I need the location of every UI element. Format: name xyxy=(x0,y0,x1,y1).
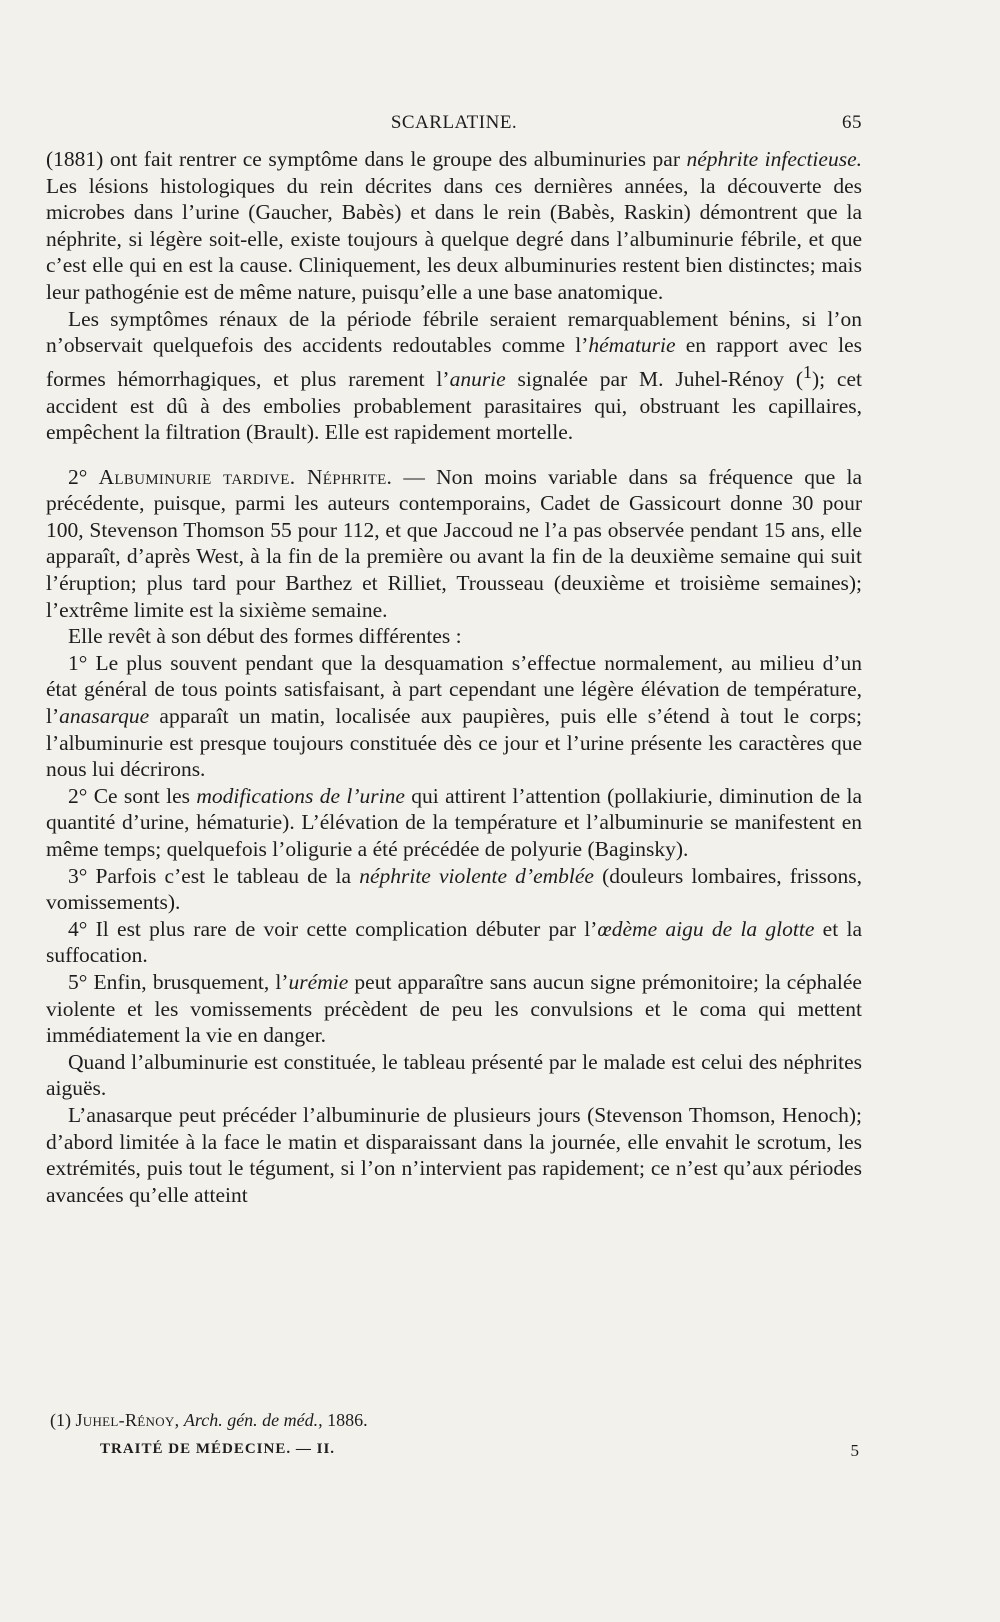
text-run: Les symptômes rénaux de la période fébrile seraient remarquablement bénins, si l’on n’observait quelquefois des accidents redoutables comme l’ xyxy=(46,306,862,358)
text-column xyxy=(46,112,862,1482)
text-run: 1° Le plus souvent pendant que la desquamation s’effectue normalement, au milieu d’un état général de tous points satisfaisant, à part cependant une légère élévation de température, l’ xyxy=(46,650,862,729)
running-head xyxy=(46,112,862,140)
text-run: (douleurs lombaires, frissons, vomissements). xyxy=(46,863,862,915)
text-run: signalée par M. Juhel-Rénoy ( xyxy=(505,366,804,391)
text-run: ); cet accident est dû à des embolies probablement parasitaires qui, obstruant les capillaires, empêchent la filtration (Brault). Elle est rapidement mortelle. xyxy=(46,366,862,445)
italic-run: anurie xyxy=(449,366,506,391)
footnote-author: Juhel-Rénoy, xyxy=(75,1410,180,1430)
list-item xyxy=(46,969,862,1049)
paragraph: Elle revêt à son début des formes différentes : xyxy=(68,624,462,649)
text-run: (1881) ont fait rentrer ce symptôme dans le groupe des albuminuries par xyxy=(46,147,687,171)
printer-signature xyxy=(100,1441,860,1458)
paragraph: L’anasarque peut précéder l’albuminurie de plusieurs jours (Stevenson Thomson, Henoch); d’abord limitée à la face le matin et disparaissant dans la journée, elle envahit le scrotum, les extrémités, puis tout le tégument, si l’on n’intervient pas rapidement; ce n’est qu’aux périodes avancées qu’elle atteint xyxy=(46,1102,862,1207)
paragraph xyxy=(46,306,862,446)
text-run: qui attirent l’attention (pollakiurie, diminution de la quantité d’urine, hématurie). L’élévation de la température et l’albuminurie se manifestent en même temps; quelquefois l’oligurie a été précédée de polyurie (Baginsky). xyxy=(46,783,862,861)
italic-run: anasarque xyxy=(59,704,150,729)
italic-run: urémie xyxy=(288,969,349,994)
footnote xyxy=(50,1408,850,1432)
footnote-journal: Arch. gén. de méd., xyxy=(183,1410,323,1430)
footnote-year: 1886. xyxy=(327,1410,368,1430)
text-run: — Non moins variable dans sa fréquence que la précédente, puisque, parmi les auteurs contemporains, Cadet de Gassicourt donne 30 pour 100, Stevenson Thomson 55 pour 112, et que Jaccoud ne l’a pas observée pendant 15 ans, elle apparaît, d’après West, à la fin de la première ou avant la fin de la deuxième semaine qui suit l’éruption; plus tard pour Barthez et Rilliet, Trousseau (deuxième et troisième semaines); l’extrême limite est la sixième semaine. xyxy=(46,464,862,622)
running-title: SCARLATINE. xyxy=(390,112,518,133)
signature-number: 5 xyxy=(850,1441,860,1460)
footnote-ref: 1 xyxy=(803,361,812,382)
italic-run: modifications de l’urine xyxy=(196,783,405,808)
signature-text: TRAITÉ DE MÉDECINE. — II. xyxy=(100,1441,336,1457)
list-item xyxy=(46,783,862,863)
text-run: et la suffocation. xyxy=(46,916,862,968)
list-item xyxy=(46,916,862,969)
text-run: 2° Ce sont les xyxy=(68,783,197,808)
paragraph xyxy=(46,146,862,306)
section-number: 2° xyxy=(68,464,88,489)
text-run: 3° Parfois c’est le tableau de la xyxy=(68,863,360,888)
text-run: 5° Enfin, brusquement, l’ xyxy=(68,969,289,994)
list-item xyxy=(46,650,862,783)
paragraph: Quand l’albuminurie est constituée, le tableau présenté par le malade est celui des néphrites aiguës. xyxy=(46,1049,862,1101)
section-heading: Albuminurie tardive. Néphrite. xyxy=(98,464,393,489)
italic-run: œdème aigu de la glotte xyxy=(597,916,815,941)
footnote-marker: (1) xyxy=(50,1410,71,1430)
body-text xyxy=(46,146,862,1208)
text-run: peut apparaître sans aucun signe prémonitoire; la céphalée violente et les vomissements précèdent de peu les convulsions et le coma qui mettent immédiatement la vie en danger. xyxy=(46,969,862,1048)
page-number: 65 xyxy=(842,112,862,133)
section-paragraph xyxy=(46,464,862,624)
list-item xyxy=(46,863,862,916)
text-run: 4° Il est plus rare de voir cette complication débuter par l’ xyxy=(68,916,598,941)
text-run: Les lésions histologiques du rein décrites dans ces dernières années, la découverte des microbes dans l’urine (Gaucher, Babès) et dans le rein (Babès, Raskin) démontrent que la néphrite, si légère soit-elle, existe toujours à quelque degré dans l’albuminurie fébrile, et que c’est elle qui en est la cause. Cliniquement, les deux albuminuries restent bien distinctes; mais leur pathogénie est de même nature, puisqu’elle a une base anatomique. xyxy=(46,173,862,304)
italic-run: néphrite infectieuse. xyxy=(686,147,862,171)
text-run: apparaît un matin, localisée aux paupières, puis elle s’étend à tout le corps; l’albuminurie est presque toujours constituée dès ce jour et l’urine présente les caractères que nous lui décrirons. xyxy=(46,704,862,782)
italic-run: hématurie xyxy=(588,333,676,358)
text-run: en rapport avec les formes hémorrhagiques, et plus rarement l’ xyxy=(46,333,862,391)
italic-run: néphrite violente d’emblée xyxy=(359,863,594,888)
